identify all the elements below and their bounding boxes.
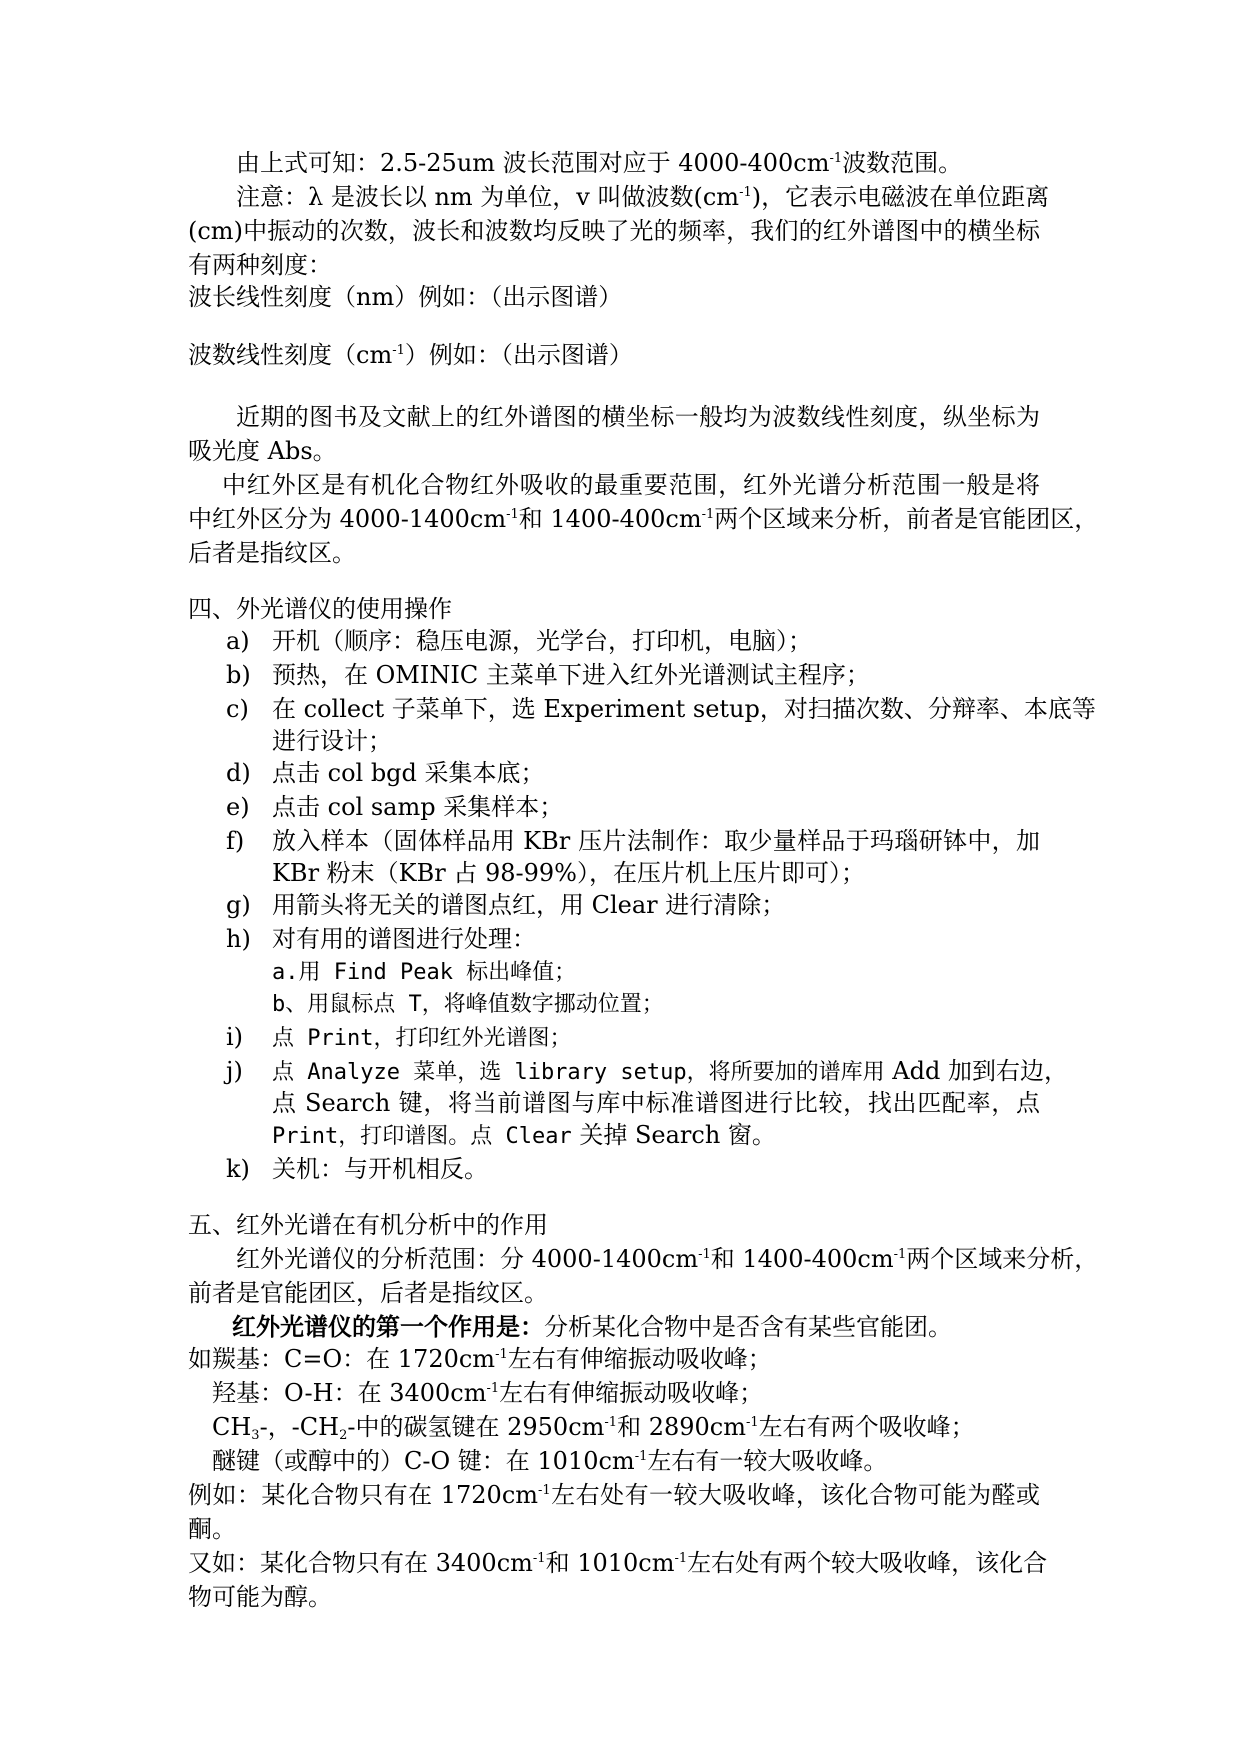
list-item-text [272, 956, 576, 986]
text-run: 如羰基：C=O：在 1720cm [188, 1345, 496, 1373]
list-item-text [272, 1056, 1068, 1086]
section-heading [188, 594, 452, 624]
list-marker: k) [226, 1155, 250, 1183]
superscript: -1 [604, 1415, 618, 1430]
list-item-text [272, 792, 563, 822]
list-item-text [272, 988, 664, 1018]
list-item-text [272, 924, 536, 954]
text-run: 点击 col bgd 采集本底； [272, 759, 545, 787]
text-run: 进行设计； [272, 727, 392, 755]
text-run: 左右处有一较大吸收峰，该化合物可能为醛或 [550, 1481, 1041, 1509]
list-item-text [272, 1088, 1040, 1118]
text-run: 左右有一较大吸收峰。 [647, 1447, 888, 1475]
list-item-text [272, 626, 812, 656]
text-run: 左右有伸缩振动吸收峰； [507, 1345, 772, 1373]
text-run: 四、外光谱仪的使用操作 [188, 595, 452, 623]
text-run: 左右有两个吸收峰； [758, 1413, 975, 1441]
text-run: 中红外区分为 4000-1400cm [188, 505, 507, 533]
text-run: 酮。 [188, 1515, 236, 1543]
list-marker: h) [226, 925, 251, 953]
text-run: 在 collect 子菜单下，选 Experiment setup，对扫描次数、分辩率、本底等 [272, 695, 1096, 723]
list-item-text [272, 660, 870, 690]
superscript: -1 [674, 1551, 688, 1566]
text-run: 波长线性刻度（nm）例如：（出示图谱） [188, 283, 623, 311]
text-run: 用箭头将无关的谱图点红，用 Clear 进行清除； [272, 891, 786, 919]
text-run: 中红外区是有机化合物红外吸收的最重要范围，红外光谱分析范围一般是将 [222, 471, 1040, 499]
text-run: 由上式可知：2.5-25um 波长范围对应于 4000-400cm [236, 149, 830, 177]
subscript: 2 [339, 1428, 348, 1443]
text-line [236, 1244, 1099, 1274]
list-item-text [272, 1022, 571, 1052]
list-item-text [272, 726, 392, 756]
text-run: 点 Search 键，将当前谱图与库中标准谱图进行比较，找出匹配率，点 [272, 1089, 1040, 1117]
text-run: 和 1010cm [545, 1549, 675, 1577]
text-run: 羟基：O-H：在 3400cm [212, 1379, 487, 1407]
text-line [212, 1378, 763, 1408]
text-run: 开机（顺序：稳压电源，光学台，打印机，电脑）； [272, 627, 812, 655]
list-marker: f) [226, 827, 245, 855]
text-line [188, 1278, 548, 1308]
text-run: 波数线性刻度（cm [188, 341, 393, 369]
text-run: 点 Print，打印红外光谱图； [272, 1026, 572, 1051]
list-item-text [272, 826, 1040, 856]
list-item-text [272, 1120, 776, 1150]
superscript: -1 [532, 1551, 546, 1566]
text-run: 醚键（或醇中的）C-O 键：在 1010cm [212, 1447, 635, 1475]
subscript: 3 [251, 1428, 260, 1443]
superscript: -1 [701, 507, 715, 522]
text-run: CH [212, 1413, 252, 1441]
text-line [236, 182, 1050, 212]
text-run: Add 加到右边， [884, 1057, 1068, 1085]
text-run: 预热，在 OMINIC 主菜单下进入红外光谱测试主程序； [272, 661, 870, 689]
text-run: 有两种刻度： [188, 251, 332, 279]
text-run: (cm)中振动的次数，波长和波数均反映了光的频率，我们的红外谱图中的横坐标 [188, 217, 1040, 245]
text-line [188, 436, 337, 466]
text-run: 波数范围。 [842, 149, 963, 177]
text-run: 五、红外光谱在有机分析中的作用 [188, 1211, 548, 1239]
list-item-text [272, 890, 785, 920]
text-run: b、用鼠标点 T，将峰值数字挪动位置； [272, 992, 664, 1017]
superscript: -1 [538, 1483, 551, 1498]
list-marker: e) [226, 793, 250, 821]
text-run: 吸光度 Abs。 [188, 437, 337, 465]
list-marker: d) [226, 759, 251, 787]
superscript: -1 [392, 343, 405, 358]
list-item-text [272, 1154, 488, 1184]
list-marker: i) [226, 1023, 244, 1051]
text-run: 点击 col samp 采集样本； [272, 793, 564, 821]
superscript: -1 [495, 1347, 508, 1362]
list-marker: a) [226, 627, 250, 655]
list-item-text [272, 858, 865, 888]
text-run: 对有用的谱图进行处理： [272, 925, 536, 953]
text-run: ）例如：（出示图谱） [404, 341, 633, 369]
text-line [236, 148, 962, 178]
text-run: 点 Analyze 菜单，选 library setup，将所要加的谱库用 [272, 1060, 885, 1085]
text-line [188, 1344, 772, 1374]
text-line [188, 340, 633, 370]
superscript: -1 [634, 1449, 648, 1464]
text-line [188, 1480, 1040, 1510]
superscript: -1 [745, 1415, 759, 1430]
text-run: 例如：某化合物只有在 1720cm [188, 1481, 539, 1509]
text-line [188, 504, 1099, 534]
text-line [232, 1312, 952, 1342]
list-marker: c) [226, 695, 249, 723]
text-run: 左右处有两个较大吸收峰，该化合 [687, 1549, 1048, 1577]
text-run: 注意：λ 是波长以 nm 为单位，v 叫做波数(cm [236, 183, 740, 211]
text-line [212, 1412, 975, 1442]
text-run: 物可能为醇。 [188, 1583, 332, 1611]
text-run: 红外光谱仪的第一个作用是： [232, 1312, 544, 1341]
text-line [188, 1514, 236, 1544]
text-run: 后者是指纹区。 [188, 539, 356, 567]
list-marker: g) [226, 891, 251, 919]
superscript: -1 [829, 151, 843, 166]
text-run: 近期的图书及文献上的红外谱图的横坐标一般均为波数线性刻度，纵坐标为 [236, 403, 1040, 431]
text-run: 和 1400-400cm [710, 1245, 894, 1273]
text-line [222, 470, 1040, 500]
text-run: KBr 粉末（KBr 占 98-99%），在压片机上压片即可）； [272, 859, 865, 887]
text-line [236, 402, 1040, 432]
text-run: 和 2890cm [617, 1413, 746, 1441]
text-run: -，-CH [259, 1413, 340, 1441]
text-line [212, 1446, 887, 1476]
text-line [188, 1582, 332, 1612]
text-run: -中的碳氢键在 2950cm [347, 1413, 605, 1441]
text-line [188, 538, 356, 568]
text-run: 和 1400-400cm [518, 505, 702, 533]
text-run: 两个区域来分析， [906, 1245, 1099, 1273]
list-marker: b) [226, 661, 251, 689]
list-item-text [272, 694, 1096, 724]
superscript: -1 [486, 1381, 500, 1396]
text-line [188, 282, 622, 312]
superscript: -1 [893, 1247, 907, 1262]
text-run: Print，打印谱图。点 Clear [272, 1124, 572, 1149]
superscript: -1 [698, 1247, 711, 1262]
text-run: 关掉 Search 窗。 [571, 1121, 776, 1149]
superscript: -1 [506, 507, 519, 522]
text-line [188, 250, 332, 280]
text-line [188, 1548, 1048, 1578]
text-run: 关机：与开机相反。 [272, 1155, 488, 1183]
list-item-text [272, 758, 545, 788]
text-run: 放入样本（固体样品用 KBr 压片法制作：取少量样品于玛瑙研钵中，加 [272, 827, 1040, 855]
text-run: 又如：某化合物只有在 3400cm [188, 1549, 533, 1577]
text-run: 左右有伸缩振动吸收峰； [499, 1379, 764, 1407]
text-run: )，它表示电磁波在单位距离 [751, 183, 1050, 211]
text-run: 两个区域来分析，前者是官能团区， [714, 505, 1099, 533]
text-run: a.用 Find Peak 标出峰值； [272, 960, 577, 985]
section-heading [188, 1210, 548, 1240]
superscript: -1 [739, 185, 752, 200]
list-marker: j) [226, 1057, 243, 1085]
text-run: 前者是官能团区，后者是指纹区。 [188, 1279, 548, 1307]
text-line [188, 216, 1040, 246]
text-run: 红外光谱仪的分析范围：分 4000-1400cm [236, 1245, 699, 1273]
text-run: 分析某化合物中是否含有某些官能团。 [544, 1313, 952, 1341]
